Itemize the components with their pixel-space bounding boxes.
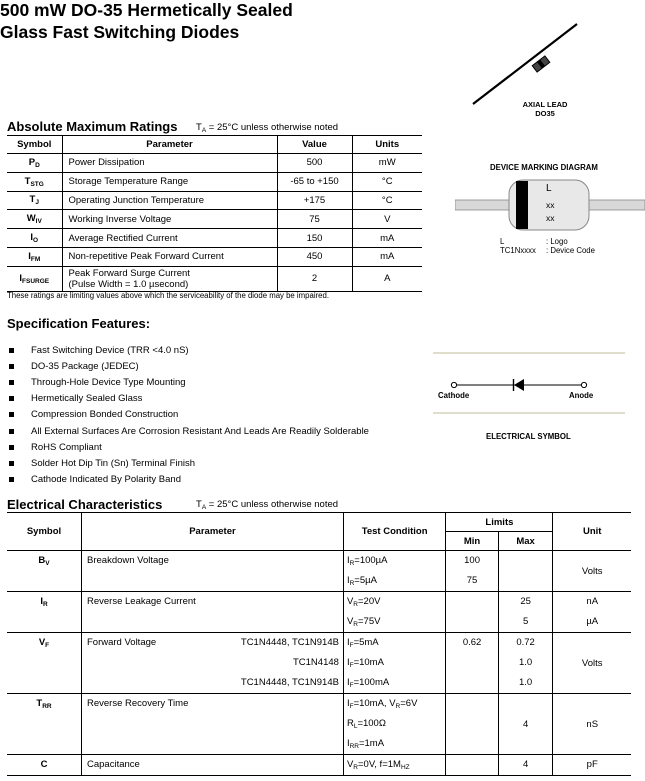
min-cell: [446, 551, 498, 592]
max-cell: [498, 755, 553, 776]
parameter-cell: [62, 266, 277, 291]
max-value: 1.0: [518, 677, 533, 688]
list-item: [8, 358, 369, 374]
table-row-vf: [7, 633, 631, 694]
unit-cell: mA: [352, 247, 422, 266]
parameter-text: Reverse Recovery Time: [87, 698, 189, 709]
parameter-text: Capacitance: [87, 759, 140, 770]
col-units: Units: [352, 136, 422, 154]
symbol-cell: $I_{FSURGE}$: [19, 272, 50, 285]
symbol-cell: $I_R$: [7, 592, 82, 633]
unit-cell: [553, 592, 631, 633]
list-item: [8, 342, 369, 358]
col-min: Min: [446, 532, 498, 551]
max-value: 25: [520, 596, 531, 607]
parameter-cell: Non-repetitive Peak Forward Current: [62, 247, 277, 266]
table-row: [7, 247, 422, 266]
parameter-cell: [82, 592, 344, 633]
test-condition: $I_R=100\mu A$: [346, 555, 388, 567]
test-condition: $R_L=100\Omega$: [346, 718, 386, 730]
unit-cell: °C: [352, 172, 422, 191]
bullet-icon: [9, 445, 14, 450]
max-value: 1.0: [518, 657, 533, 668]
symbol-text: C: [40, 759, 48, 770]
max-cell: [498, 592, 553, 633]
unit-cell: mA: [352, 229, 422, 248]
table-row-ir: [7, 592, 631, 633]
table-row: [7, 191, 422, 210]
table-header-row: [7, 136, 422, 154]
spec-heading: Specification Features:: [7, 316, 151, 331]
feature-text: Fast Switching Device (TRR <4.0 nS): [31, 344, 189, 356]
device-name: TC1N4148: [292, 657, 339, 668]
symbol-cell: $T_{STG}$: [7, 172, 62, 191]
col-symbol: Symbol: [7, 136, 62, 154]
absolute-max-ratings-table: [7, 135, 422, 292]
symbol-cell: $P_D$: [7, 154, 62, 173]
test-condition: $V_R=0V$, $f=1M_{HZ}$: [346, 759, 410, 771]
feature-text: Through-Hole Device Type Mounting: [31, 376, 186, 388]
symbol-cell: $I_{FM}$: [7, 247, 62, 266]
test-cell: [343, 633, 445, 694]
symbol-cell: $W_{IV}$: [7, 210, 62, 229]
list-item: [8, 439, 369, 455]
marking-xx-1: xx: [546, 200, 555, 210]
parameter-text: Reverse Leakage Current: [87, 596, 196, 607]
test-condition: $V_R=20V$: [346, 596, 381, 608]
min-cell: [446, 694, 498, 755]
marking-logo-l: L: [546, 183, 552, 194]
min-cell: [446, 755, 498, 776]
feature-text: DO-35 Package (JEDEC): [31, 360, 139, 372]
unit-value: µA: [586, 616, 599, 627]
test-condition: $I_{RR}=1mA$: [346, 738, 385, 750]
bullet-icon: [9, 380, 14, 385]
table-row: [7, 172, 422, 191]
min-value: 75: [466, 575, 478, 586]
max-cell: 4: [498, 694, 553, 755]
col-symbol: Symbol: [7, 513, 82, 551]
table-row: [7, 210, 422, 229]
spec-feature-list: [8, 342, 369, 488]
min-cell: [446, 633, 498, 694]
bullet-icon: [9, 348, 14, 353]
test-condition: $I_F=5mA$: [346, 637, 379, 649]
list-item: [8, 407, 369, 423]
col-parameter: Parameter: [62, 136, 277, 154]
feature-text: Cathode Indicated By Polarity Band: [31, 474, 181, 486]
bullet-icon: [9, 461, 14, 466]
feature-text: Compression Bonded Construction: [31, 409, 179, 421]
parameter-cell: [82, 694, 344, 755]
parameter-text: Breakdown Voltage: [87, 555, 169, 566]
bullet-icon: [9, 396, 14, 401]
table-header-row: [7, 513, 631, 532]
col-value: Value: [277, 136, 352, 154]
col-test-condition: Test Condition: [343, 513, 445, 551]
min-value: 100: [464, 555, 480, 566]
parameter-cell: Operating Junction Temperature: [62, 191, 277, 210]
ec-note: $T_A = 25^\circ C$ unless otherwise noted: [196, 499, 339, 511]
value-cell: -65 to +150: [277, 172, 352, 191]
value-cell: 2: [277, 266, 352, 291]
symbol-cell: $I_O$: [7, 229, 62, 248]
test-condition: $I_F=100mA$: [346, 677, 390, 689]
value-cell: 450: [277, 247, 352, 266]
bullet-icon: [9, 364, 14, 369]
list-item: [8, 455, 369, 471]
symbol-cell: $V_F$: [7, 633, 82, 694]
unit-cell: nS: [553, 694, 631, 755]
table-row-c: [7, 755, 631, 776]
unit-value: nA: [586, 596, 599, 607]
feature-text: Hermetically Sealed Glass: [31, 393, 143, 405]
cathode-label: Cathode: [438, 391, 470, 400]
col-parameter: Parameter: [82, 513, 344, 551]
value-cell: +175: [277, 191, 352, 210]
marking-xx-2: xx: [546, 213, 555, 223]
test-condition: $I_F=10mA$, $V_R=6V$: [346, 698, 418, 710]
amr-note: $T_A = 25^\circ C$ unless otherwise noted: [196, 122, 339, 134]
list-item: [8, 391, 369, 407]
anode-label: Anode: [569, 391, 594, 400]
table-row-trr: [7, 694, 631, 755]
max-value: 5: [522, 616, 529, 627]
unit-cell: mW: [352, 154, 422, 173]
feature-text: Solder Hot Dip Tin (Sn) Terminal Finish: [31, 457, 196, 469]
parameter-cell: Power Dissipation: [62, 154, 277, 173]
min-value: 0.62: [462, 637, 482, 648]
max-value: 4: [522, 759, 529, 770]
test-condition: $I_F=10mA$: [346, 657, 384, 669]
unit-value: pF: [586, 759, 598, 770]
device-list: [241, 633, 339, 693]
list-item: [8, 374, 369, 390]
col-max: Max: [498, 532, 553, 551]
unit-cell: °C: [352, 191, 422, 210]
max-cell: [498, 551, 553, 592]
axial-lead-caption: [505, 100, 585, 118]
ec-heading: Electrical Characteristics: [7, 497, 163, 512]
legend-key: L: [500, 237, 505, 246]
axial-caption-line2: DO35: [535, 109, 555, 118]
device-name: TC1N4448, TC1N914B: [240, 637, 339, 648]
value-cell: 150: [277, 229, 352, 248]
min-cell: [446, 592, 498, 633]
electrical-symbol: [433, 352, 625, 414]
max-cell: [498, 633, 553, 694]
marking-legend-2-desc: : Device Code: [546, 246, 595, 255]
parameter-text: Forward Voltage: [87, 637, 157, 648]
test-cell: [343, 592, 445, 633]
col-unit: Unit: [553, 513, 631, 551]
parameter-line1: Peak Forward Surge Current: [68, 267, 190, 279]
feature-text: All External Surfaces Are Corrosion Resistant And Leads Are Readily Solderable: [31, 425, 369, 437]
list-item: [8, 423, 369, 439]
symbol-cell: $B_V$: [7, 551, 82, 592]
col-limits: Limits: [446, 513, 553, 532]
page-title: 500 mW DO-35 Hermetically Sealed Glass Fast Switching Diodes: [0, 0, 293, 42]
marking-legend-2: TC1Nxxxx: [500, 246, 536, 255]
table-row-bv: [7, 551, 631, 592]
unit-cell: Volts: [553, 551, 631, 592]
unit-cell: [553, 755, 631, 776]
value-cell: 75: [277, 210, 352, 229]
test-condition: $I_R=5\mu A$: [346, 575, 377, 587]
table-row: [7, 266, 422, 291]
marking-title: DEVICE MARKING DIAGRAM: [490, 163, 598, 172]
symbol-cell: $T_J$: [7, 191, 62, 210]
electrical-symbol-caption: ELECTRICAL SYMBOL: [486, 432, 571, 441]
list-item: [8, 472, 369, 488]
unit-cell: A: [352, 266, 422, 291]
axial-caption-line1: AXIAL LEAD: [522, 100, 568, 109]
symbol-cell: [7, 755, 82, 776]
marking-legend-1: [500, 237, 504, 246]
amr-heading: Absolute Maximum Ratings: [7, 119, 178, 134]
table-row: [7, 154, 422, 173]
bullet-icon: [9, 412, 14, 417]
test-cell: [343, 694, 445, 755]
parameter-cell: Working Inverse Voltage: [62, 210, 277, 229]
parameter-cell: [82, 551, 344, 592]
value-cell: 500: [277, 154, 352, 173]
test-cell: [343, 755, 445, 776]
bullet-icon: [9, 429, 14, 434]
parameter-line2: (Pulse Width = 1.0 µsecond): [68, 278, 189, 290]
parameter-cell: Average Rectified Current: [62, 229, 277, 248]
electrical-characteristics-table: [7, 512, 631, 776]
marking-legend-1-desc: : Logo: [546, 237, 568, 246]
device-name: TC1N4448, TC1N914B: [240, 677, 339, 688]
test-condition: $V_R=75V$: [346, 616, 381, 628]
unit-cell: Volts: [553, 633, 631, 694]
bullet-icon: [9, 477, 14, 482]
symbol-cell: $T_{RR}$: [7, 694, 82, 755]
max-value: 0.72: [516, 637, 535, 648]
feature-text: RoHS Compliant: [31, 441, 102, 453]
unit-cell: V: [352, 210, 422, 229]
parameter-cell: [82, 633, 344, 694]
table-row: [7, 229, 422, 248]
parameter-cell: [82, 755, 344, 776]
amr-footnote: These ratings are limiting values above which the serviceability of the diode may be impaired.: [7, 291, 330, 300]
test-cell: [343, 551, 445, 592]
parameter-cell: Storage Temperature Range: [62, 172, 277, 191]
